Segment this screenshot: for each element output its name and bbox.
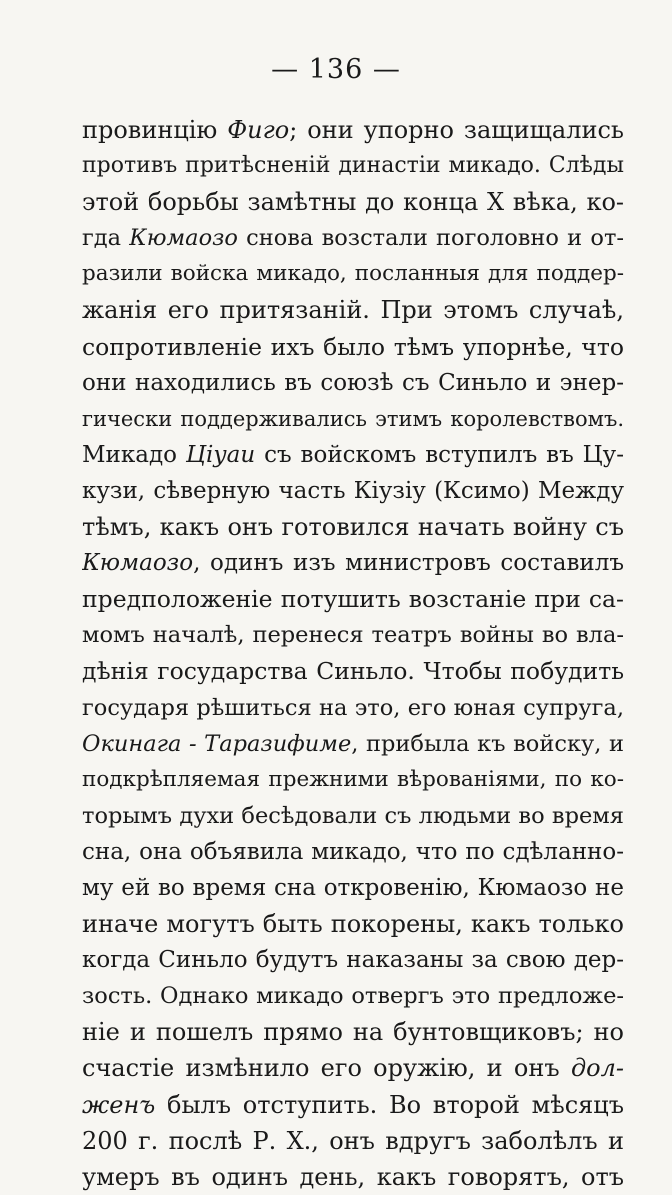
text-line: когда Синьло будутъ наказаны за свою дер- bbox=[82, 947, 624, 974]
text-line: жанія его притязаній. При этомъ случаѣ, bbox=[82, 296, 624, 325]
text-line: умеръ въ одинъ день, какъ говорятъ, отъ bbox=[82, 1162, 624, 1191]
text-line: Микадо Ціуаи съ войскомъ вступилъ въ Цу- bbox=[82, 441, 624, 468]
text-line: счастіе измѣнило его оружію, и онъ дол- bbox=[82, 1054, 624, 1083]
text-line: подкрѣпляемая прежними вѣрованіями, по ко- bbox=[82, 766, 624, 792]
text-line: гически поддерживались этимъ королевствомъ. bbox=[82, 406, 624, 431]
text-line: момъ началѣ, перенеся театръ войны во вла- bbox=[82, 622, 624, 649]
text-line: провинцію Фиго; они упорно защищались bbox=[82, 116, 624, 144]
page-number: — 136 — bbox=[271, 54, 401, 85]
text-line: дѣнія государства Синьло. Чтобы побудить bbox=[82, 657, 624, 686]
text-line: они находились въ союзѣ съ Синьло и энер- bbox=[82, 369, 624, 396]
text-line: сна, она объявила микадо, что по сдѣланно- bbox=[82, 838, 624, 865]
text-line: зость. Однако микадо отвергъ это предложе- bbox=[82, 983, 624, 1010]
text-line: этой борьбы замѣтны до конца X вѣка, ко- bbox=[82, 188, 624, 217]
text-line: кузи, сѣверную часть Кіузіу (Ксимо) Между bbox=[82, 477, 624, 504]
text-line: предположеніе потушить возстаніе при са- bbox=[82, 585, 624, 614]
text-line: Кюмаозо, одинъ изъ министровъ составилъ bbox=[82, 550, 624, 577]
text-line: Окинага - Таразифиме, прибыла къ войску, и bbox=[82, 730, 624, 757]
text-line: противъ притѣсненій династіи микадо. Слѣды bbox=[82, 153, 624, 179]
text-line: 200 г. послѣ Р. Х., онъ вдругъ заболѣлъ и bbox=[82, 1126, 624, 1155]
text-line: женъ былъ отступить. Во второй мѣсяцъ bbox=[82, 1090, 624, 1119]
text-line: тѣмъ, какъ онъ готовился начать войну съ bbox=[82, 513, 624, 542]
text-line: сопротивленіе ихъ было тѣмъ упорнѣе, что bbox=[82, 332, 624, 361]
text-line: разили войска микадо, посланныя для поддер- bbox=[82, 261, 624, 287]
text-line: гда Кюмаозо снова возстали поголовно и от- bbox=[82, 225, 624, 252]
text-line: му ей во время сна откровенію, Кюмаозо не bbox=[82, 874, 624, 901]
text-line: иначе могутъ быть покорены, какъ только bbox=[82, 910, 624, 939]
body-text bbox=[82, 112, 624, 1195]
text-line: торымъ духи бесѣдовали съ людьми во время bbox=[82, 802, 624, 829]
text-line: государя рѣшиться на это, его юная супруга, bbox=[82, 694, 624, 721]
text-line: ніе и пошелъ прямо на бунтовщиковъ; но bbox=[82, 1018, 624, 1047]
